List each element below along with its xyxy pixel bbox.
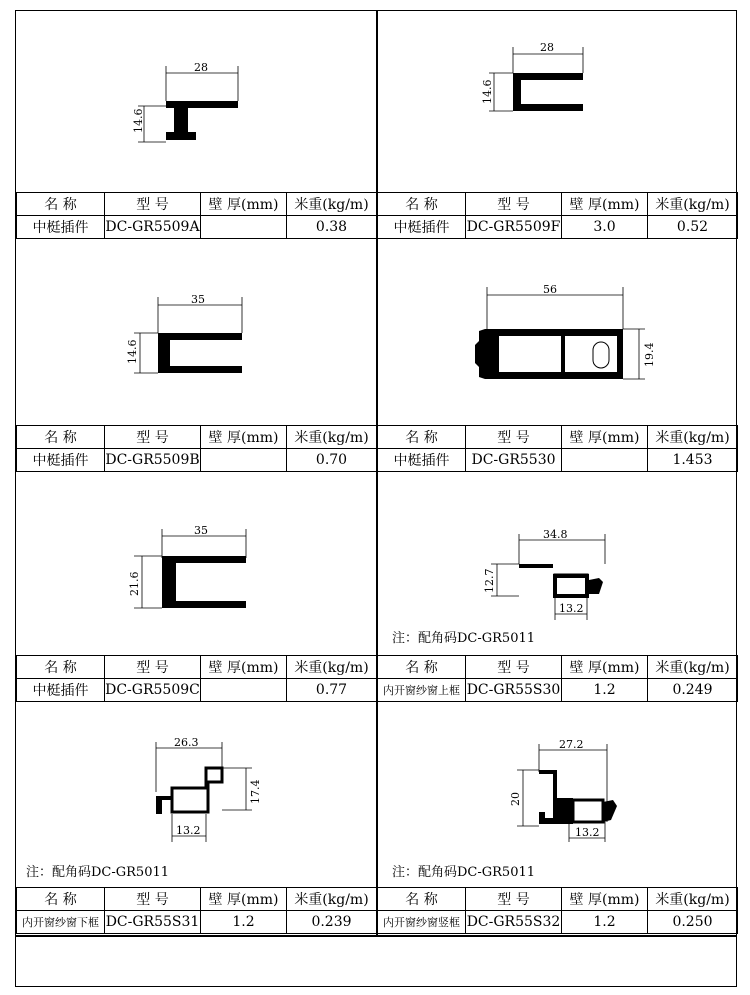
item-weight: 0.70 [287, 449, 377, 472]
spec-table-5509a [16, 192, 377, 239]
item-weight: 0.239 [287, 911, 377, 934]
profile-drawing-5509a [16, 11, 376, 191]
spec-table-55s31 [16, 887, 377, 934]
header-thickness: 壁 厚(mm) [562, 193, 648, 216]
item-name: 中梃插件 [17, 449, 105, 472]
header-weight: 米重(kg/m) [287, 888, 377, 911]
spec-table-5509f [377, 192, 738, 239]
dim-height: 14.6 [132, 108, 145, 133]
item-model: DC-GR5509A [105, 216, 201, 239]
header-weight: 米重(kg/m) [648, 193, 738, 216]
dim-width: 28 [194, 61, 208, 74]
item-model: DC-GR5530 [466, 449, 562, 472]
profile-drawing-5509c [16, 472, 376, 654]
profile-drawing-5509b [16, 239, 376, 424]
dim-height: 20 [509, 792, 522, 806]
header-weight: 米重(kg/m) [287, 656, 377, 679]
header-model: 型 号 [466, 193, 562, 216]
header-name: 名 称 [17, 656, 105, 679]
dim-height: 17.4 [249, 779, 262, 804]
item-model: DC-GR5509B [105, 449, 201, 472]
note-55s32: 注：配角码DC-GR5011 [392, 865, 536, 880]
header-weight: 米重(kg/m) [648, 426, 738, 449]
item-name: 中梃插件 [378, 449, 466, 472]
header-name: 名 称 [378, 656, 466, 679]
header-model: 型 号 [105, 656, 201, 679]
header-thickness: 壁 厚(mm) [562, 888, 648, 911]
item-model: DC-GR5509C [105, 679, 201, 702]
spec-table-55s30 [377, 655, 738, 702]
item-model: DC-GR55S32 [466, 911, 562, 934]
item-thickness: 3.0 [562, 216, 648, 239]
header-name: 名 称 [17, 426, 105, 449]
spec-sheet [15, 10, 737, 987]
header-name: 名 称 [378, 888, 466, 911]
item-model: DC-GR55S30 [466, 679, 562, 702]
header-weight: 米重(kg/m) [648, 888, 738, 911]
dim-width: 35 [191, 293, 205, 306]
spec-table-55s32 [377, 887, 738, 934]
item-weight: 1.453 [648, 449, 738, 472]
header-model: 型 号 [105, 193, 201, 216]
item-thickness [201, 449, 287, 472]
item-model: DC-GR5509F [466, 216, 562, 239]
header-name: 名 称 [378, 426, 466, 449]
dim-bottom: 13.2 [559, 602, 584, 615]
header-thickness: 壁 厚(mm) [562, 426, 648, 449]
dim-width: 35 [194, 524, 208, 537]
item-name: 中梃插件 [378, 216, 466, 239]
dim-width: 28 [540, 41, 554, 54]
profile-drawing-5530 [377, 239, 737, 424]
header-weight: 米重(kg/m) [287, 426, 377, 449]
dim-height: 12.7 [483, 568, 496, 593]
header-thickness: 壁 厚(mm) [201, 656, 287, 679]
item-name: 中梃插件 [17, 216, 105, 239]
header-name: 名 称 [17, 193, 105, 216]
header-weight: 米重(kg/m) [287, 193, 377, 216]
item-weight: 0.52 [648, 216, 738, 239]
dim-width: 26.3 [174, 736, 199, 749]
item-weight: 0.77 [287, 679, 377, 702]
item-model: DC-GR55S31 [105, 911, 201, 934]
header-model: 型 号 [105, 888, 201, 911]
header-weight: 米重(kg/m) [648, 656, 738, 679]
header-model: 型 号 [466, 426, 562, 449]
item-thickness [201, 679, 287, 702]
item-weight: 0.38 [287, 216, 377, 239]
dim-height: 19.4 [643, 342, 656, 367]
profile-drawing-55s32 [377, 702, 737, 852]
note-5511: 注：配角码DC-GR5011 [392, 631, 536, 646]
item-name: 中梃插件 [17, 679, 105, 702]
bottom-divider [16, 935, 736, 937]
item-thickness: 1.2 [562, 911, 648, 934]
profile-drawing-55s30 [377, 472, 737, 622]
header-thickness: 壁 厚(mm) [201, 888, 287, 911]
item-thickness [201, 216, 287, 239]
spec-table-5509b [16, 425, 377, 472]
item-weight: 0.249 [648, 679, 738, 702]
dim-height: 21.6 [128, 571, 141, 596]
header-name: 名 称 [17, 888, 105, 911]
header-name: 名 称 [378, 193, 466, 216]
item-thickness: 1.2 [201, 911, 287, 934]
profile-drawing-5509f [377, 11, 737, 191]
item-thickness: 1.2 [562, 679, 648, 702]
dim-width: 56 [543, 283, 557, 296]
item-name: 内开窗纱窗竖框 [378, 911, 466, 934]
profile-drawing-55s31 [16, 702, 376, 852]
dim-bottom: 13.2 [176, 824, 201, 837]
header-model: 型 号 [466, 656, 562, 679]
spec-table-5530 [377, 425, 738, 472]
item-weight: 0.250 [648, 911, 738, 934]
header-thickness: 壁 厚(mm) [562, 656, 648, 679]
dim-bottom: 13.2 [575, 826, 600, 839]
header-model: 型 号 [466, 888, 562, 911]
item-name: 内开窗纱窗下框 [17, 911, 105, 934]
dim-width: 27.2 [559, 738, 584, 751]
note-55s31: 注：配角码DC-GR5011 [26, 865, 170, 880]
dim-width: 34.8 [543, 528, 568, 541]
header-model: 型 号 [105, 426, 201, 449]
dim-height: 14.6 [126, 339, 139, 364]
spec-table-5509c [16, 655, 377, 702]
item-thickness [562, 449, 648, 472]
item-name: 内开窗纱窗上框 [378, 679, 466, 702]
header-thickness: 壁 厚(mm) [201, 426, 287, 449]
header-thickness: 壁 厚(mm) [201, 193, 287, 216]
dim-height: 14.6 [481, 79, 494, 104]
